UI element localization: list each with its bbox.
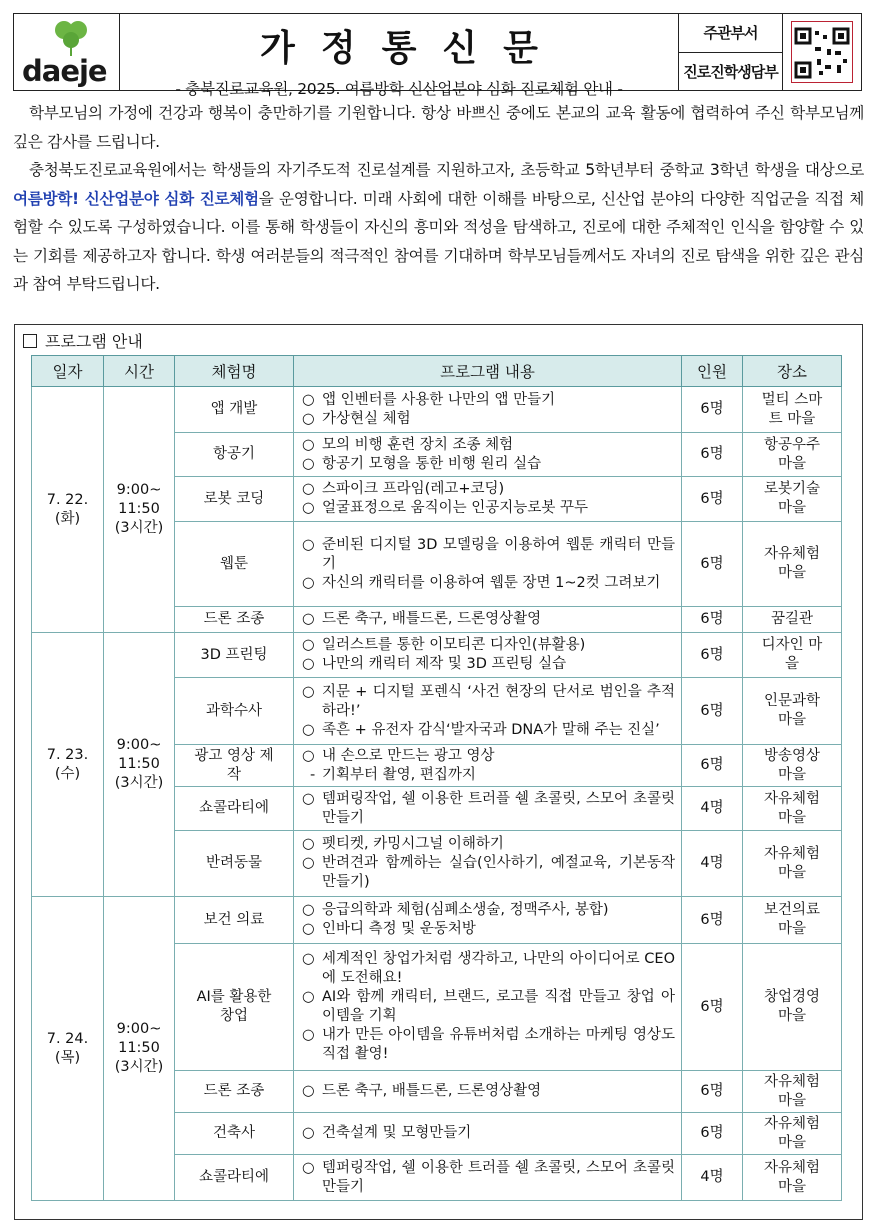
program-name-cell: 드론 조종 <box>175 1071 294 1113</box>
place-cell: 꿈길관 <box>743 607 842 633</box>
program-content-cell <box>294 745 682 787</box>
content-item: - 기획부터 촬영, 편집까지 <box>302 766 675 785</box>
program-name-cell: 쇼콜라티에 <box>175 787 294 831</box>
time-end: 11:50 <box>118 1040 160 1056</box>
content-item: ○ 자신의 캐릭터를 이용하여 웹툰 장면 1~2컷 그려보기 <box>302 574 675 593</box>
people-cell: 6명 <box>682 433 743 477</box>
program-name-cell: 보건 의료 <box>175 897 294 944</box>
program-name-cell: 광고 영상 제작 <box>175 745 294 787</box>
content-item: ○ 반려견과 함께하는 실습(인사하기, 예절교육, 기본동작 만들기) <box>302 854 675 892</box>
duration-text: (3시간) <box>114 520 164 536</box>
program-name-cell: 쇼콜라티에 <box>175 1155 294 1201</box>
program-name-cell: 드론 조종 <box>175 607 294 633</box>
content-item: ○ 가상현실 체험 <box>302 410 675 429</box>
date-cell <box>32 897 104 1201</box>
table-header-row <box>32 356 842 387</box>
content-item: ○ 내가 만든 아이템을 유튜버처럼 소개하는 마케팅 영상도 직접 촬영! <box>302 1026 675 1064</box>
content-item: ○ 펫티켓, 카밍시그널 이해하기 <box>302 835 675 854</box>
page-title: 가정통신문 <box>260 27 564 69</box>
program-content-cell <box>294 1155 682 1201</box>
program-table-body <box>32 387 842 1201</box>
qr-area[interactable] <box>783 14 861 90</box>
content-item: ○ 모의 비행 훈련 장치 조종 체험 <box>302 436 675 455</box>
date-text: 7. 22. <box>46 491 89 508</box>
weekday-text: (수) <box>54 765 81 782</box>
intro-text <box>13 99 864 299</box>
page-subtitle: - 충북진로교육원, 2025. 여름방학 신산업분야 심화 진로체험 안내 - <box>175 80 623 98</box>
program-content-cell <box>294 607 682 633</box>
place-cell: 인문과학 마을 <box>743 678 842 745</box>
place-cell: 디자인 마을 <box>743 633 842 678</box>
program-content-cell <box>294 944 682 1071</box>
school-logo <box>14 14 120 90</box>
table-row <box>32 387 842 433</box>
content-item: ○ 템퍼링작업, 쉘 이용한 트러플 쉘 초콜릿, 스모어 초콜릿 만들기 <box>302 790 675 828</box>
program-name-cell: 건축사 <box>175 1113 294 1155</box>
content-item: ○ 준비된 디지털 3D 모델링을 이용하여 웹툰 캐릭터 만들기 <box>302 536 675 574</box>
weekday-text: (화) <box>54 510 81 527</box>
people-cell: 6명 <box>682 477 743 522</box>
program-table <box>31 355 842 1201</box>
content-item: ○ AI와 함께 캐릭터, 브랜드, 로고를 직접 만들고 창업 아이템을 기획 <box>302 988 675 1026</box>
time-cell <box>104 897 175 1201</box>
table-row <box>32 897 842 944</box>
program-name-cell: 웹툰 <box>175 522 294 607</box>
people-cell: 4명 <box>682 831 743 897</box>
place-cell: 멀티 스마트 마을 <box>743 387 842 433</box>
program-name-cell: 3D 프린팅 <box>175 633 294 678</box>
content-item: ○ 건축설계 및 모형만들기 <box>302 1124 675 1143</box>
place-cell: 자유체험 마을 <box>743 1113 842 1155</box>
program-content-cell <box>294 1071 682 1113</box>
content-item: ○ 나만의 캐릭터 제작 및 3D 프린팅 실습 <box>302 655 675 674</box>
program-content-cell <box>294 633 682 678</box>
place-cell: 로봇기술 마을 <box>743 477 842 522</box>
people-cell: 6명 <box>682 944 743 1071</box>
date-cell <box>32 387 104 633</box>
duration-text: (3시간) <box>114 1059 164 1075</box>
time-end: 11:50 <box>118 501 160 517</box>
column-header-date: 일자 <box>32 356 104 387</box>
people-cell: 6명 <box>682 1071 743 1113</box>
program-content-cell <box>294 522 682 607</box>
table-row <box>32 633 842 678</box>
content-item: ○ 스파이크 프라임(레고+코딩) <box>302 480 675 499</box>
column-header-people: 인원 <box>682 356 743 387</box>
column-header-name: 체험명 <box>175 356 294 387</box>
people-cell: 6명 <box>682 745 743 787</box>
program-content-cell <box>294 831 682 897</box>
section-title-label: 프로그램 안내 <box>45 332 143 351</box>
people-cell: 6명 <box>682 633 743 678</box>
qr-code-icon[interactable] <box>791 21 853 83</box>
place-cell: 창업경영 마을 <box>743 944 842 1071</box>
intro-paragraph-2 <box>13 156 864 299</box>
place-cell: 보건의료 마을 <box>743 897 842 944</box>
content-item: ○ 지문 + 디지털 포렌식 ‘사건 현장의 단서로 범인을 추적하라!’ <box>302 683 675 721</box>
content-item: ○ 응급의학과 체험(심폐소생술, 정맥주사, 봉합) <box>302 901 675 920</box>
content-item: ○ 드론 축구, 배틀드론, 드론영상촬영 <box>302 1082 675 1101</box>
time-start: 9:00~ <box>116 737 162 753</box>
people-cell: 4명 <box>682 787 743 831</box>
title-area <box>120 14 679 98</box>
program-content-cell <box>294 1113 682 1155</box>
people-cell: 6명 <box>682 897 743 944</box>
clover-logo-icon <box>40 18 100 58</box>
program-name-cell: 앱 개발 <box>175 387 294 433</box>
content-item: ○ 템퍼링작업, 쉘 이용한 트러플 쉘 초콜릿, 스모어 초콜릿 만들기 <box>302 1159 675 1197</box>
program-section <box>14 324 863 1220</box>
time-cell <box>104 633 175 897</box>
content-item: ○ 인바디 측정 및 운동처방 <box>302 920 675 939</box>
content-item: ○ 족흔 + 유전자 감식‘발자국과 DNA가 말해 주는 진실’ <box>302 721 675 740</box>
content-item: ○ 항공기 모형을 통한 비행 원리 실습 <box>302 455 675 474</box>
letter-header <box>13 13 862 98</box>
people-cell: 6명 <box>682 1113 743 1155</box>
people-cell: 6명 <box>682 387 743 433</box>
place-cell: 항공우주 마을 <box>743 433 842 477</box>
people-cell: 6명 <box>682 678 743 745</box>
program-content-cell <box>294 787 682 831</box>
program-name-cell: 과학수사 <box>175 678 294 745</box>
place-cell: 자유체험 마을 <box>743 522 842 607</box>
department-label: 주관부서 <box>679 14 782 53</box>
program-content-cell <box>294 433 682 477</box>
time-end: 11:50 <box>118 756 160 772</box>
column-header-time: 시간 <box>104 356 175 387</box>
content-item: ○ 세계적인 창업가처럼 생각하고, 나만의 아이디어로 CEO에 도전해요! <box>302 950 675 988</box>
column-header-place: 장소 <box>743 356 842 387</box>
program-name-cell: 반려동물 <box>175 831 294 897</box>
program-content-cell <box>294 387 682 433</box>
column-header-content: 프로그램 내용 <box>294 356 682 387</box>
date-text: 7. 24. <box>46 1030 89 1047</box>
time-cell <box>104 387 175 633</box>
intro-p2-start: 충청북도진로교육원에서는 학생들의 자기주도적 진로설계를 지원하고자, 초등학교 5학년부터 중학교 3학년 학생을 대상으로 <box>29 161 864 179</box>
department-name: 진로진학생담부 <box>683 62 778 81</box>
content-item: ○ 얼굴표정으로 움직이는 인공지능로봇 꾸두 <box>302 499 675 518</box>
time-start: 9:00~ <box>116 482 162 498</box>
content-item: ○ 일러스트를 통한 이모티콘 디자인(뷰활용) <box>302 636 675 655</box>
place-cell: 자유체험 마을 <box>743 1071 842 1113</box>
program-highlight: 여름방학! 신산업분야 심화 진로체험 <box>13 189 259 208</box>
program-name-cell: 항공기 <box>175 433 294 477</box>
people-cell: 6명 <box>682 522 743 607</box>
place-cell: 자유체험 마을 <box>743 787 842 831</box>
intro-p2-end: 을 운영합니다. 미래 사회에 대한 이해를 바탕으로, 신산업 분야의 다양한 직업군을 직접 체험할 수 있도록 구성하였습니다. 이를 통해 학생들이 자신의 흥미와 적성을 탐색하고, 진로에 대한 주체적인 인식을 함양할 수 있는 기회를 제공하고자 합니다. 학생 여러분들의 적극적인 참여를 기대하며 학부모님들께서도 자녀의 진로 탐색을 위한 깊은 관심과 참여 부탁드립니다. <box>13 189 865 293</box>
program-content-cell <box>294 897 682 944</box>
people-cell: 6명 <box>682 607 743 633</box>
program-section-title <box>23 329 143 352</box>
place-cell: 자유체험 마을 <box>743 831 842 897</box>
program-name-cell: 로봇 코딩 <box>175 477 294 522</box>
logo-text: daeje <box>22 54 107 88</box>
content-item: ○ 드론 축구, 배틀드론, 드론영상촬영 <box>302 610 675 629</box>
place-cell: 자유체험 마을 <box>743 1155 842 1201</box>
weekday-text: (목) <box>54 1049 81 1066</box>
duration-text: (3시간) <box>114 775 164 791</box>
time-start: 9:00~ <box>116 1021 162 1037</box>
program-name-cell: AI를 활용한 창업 <box>175 944 294 1071</box>
content-item: ○ 앱 인벤터를 사용한 나만의 앱 만들기 <box>302 391 675 410</box>
place-cell: 방송영상 마을 <box>743 745 842 787</box>
department-box <box>679 14 783 90</box>
program-content-cell <box>294 678 682 745</box>
date-text: 7. 23. <box>46 746 89 763</box>
people-cell: 4명 <box>682 1155 743 1201</box>
content-item: ○ 내 손으로 만드는 광고 영상 <box>302 747 675 766</box>
program-content-cell <box>294 477 682 522</box>
date-cell <box>32 633 104 897</box>
checkbox-square-icon <box>23 334 37 348</box>
intro-paragraph-1: 학부모님의 가정에 건강과 행복이 충만하기를 기원합니다. 항상 바쁘신 중에도 본교의 교육 활동에 협력하여 주신 학부모님께 깊은 감사를 드립니다. <box>13 104 864 151</box>
